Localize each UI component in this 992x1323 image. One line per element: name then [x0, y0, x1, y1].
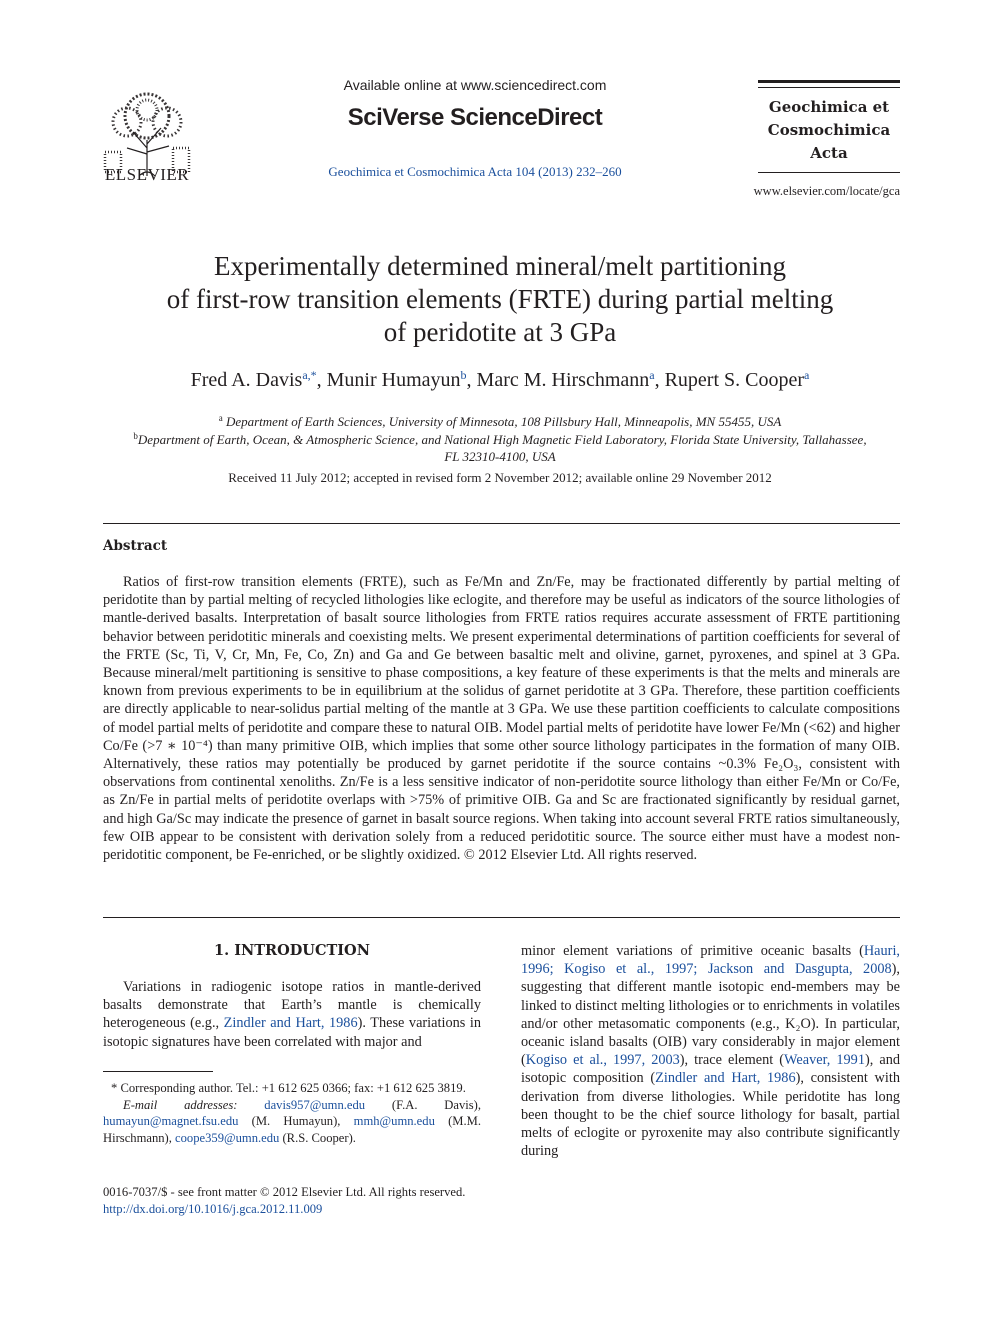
corresponding-author-footnote [103, 1080, 481, 1146]
email-link[interactable]: mmh@umn.edu [353, 1114, 435, 1128]
affiliation-label: a [218, 413, 223, 423]
affiliation-text: Department of Earth, Ocean, & Atmospheric Science, and National High Magnetic Field Laboratory, Florida State University, Tallahassee, [137, 432, 867, 447]
author-list [100, 368, 900, 392]
journal-name-line: Acta [810, 144, 848, 162]
email-link[interactable]: coope359@umn.edu [175, 1130, 280, 1145]
journal-name [752, 96, 906, 165]
article-title [100, 250, 900, 349]
email-addresses: E-mail addresses: davis957@umn.edu (F.A. Davis), humayun@magnet.fsu.edu (M. Humayun), mmh@umn.edu (M.M. Hirschmann), coope359@umn.edu (R.S. Cooper). [103, 1097, 481, 1145]
copyright-notice: © 2012 Elsevier Ltd. All rights reserved. [463, 847, 698, 864]
front-matter [103, 1184, 603, 1218]
email-link[interactable]: humayun@magnet.fsu.edu [103, 1114, 239, 1128]
author: Munir Humayun$^b$, [326, 368, 477, 391]
title-line: Experimentally determined mineral/melt partitioning [213, 251, 787, 281]
author-affiliation-link[interactable]: a [649, 368, 655, 382]
journal-top-thin-rule [758, 87, 900, 88]
corresponding-author: * Corresponding author. Tel.: +1 612 625 0366; fax: +1 612 625 3819. [111, 1081, 466, 1095]
intro-paragraph-right: minor element variations of primitive oceanic basalts (Hauri, 1996; Kogiso et al., 1997; Jackson and Dasgupta, 2008), suggesting that different mantle isotopic end-members may be linked to distinct melting lithologies or to enrichments in volatiles and/or other metasomatic components (e.g., K₂O). In particular, oceanic island basalts (OIB) vary considerably in major element (Kogiso et al., 1997, 2003), trace element (Weaver, 1991), and isotopic composition (Zindler and Hart, 1986), consistent with derivation from diverse lithologies. While peridotite has long been thought to be the chief source lithology for basalt, partial melts of eclogite or pyroxenite may also contribute significantly during [521, 943, 901, 1160]
journal-name-line: Cosmochimica [767, 121, 891, 139]
author: Rupert S. Cooper$^a$ [664, 368, 810, 391]
affiliation-label: b [133, 431, 138, 441]
affiliation-text: FL 32310-4100, USA [444, 449, 556, 464]
journal-name-line: Geochimica et [768, 98, 890, 116]
abstract-bottom-rule [103, 917, 900, 918]
affiliation-a [100, 410, 900, 430]
citation-link[interactable]: Zindler and Hart, 1986 [655, 1070, 796, 1087]
available-online-text: Available online at www.sciencedirect.com [343, 77, 607, 93]
citation-link[interactable]: Kogiso et al., 1997, 2003 [525, 1052, 680, 1069]
affiliation-text: Department of Earth Sciences, University of Minnesota, 108 Pillsbury Hall, Minneapolis, MN 55455, USA [225, 414, 782, 429]
article-dates: Received 11 July 2012; accepted in revised form 2 November 2012; available online 29 November 2012 [228, 470, 772, 485]
abstract-heading: Abstract [103, 538, 168, 554]
journal-url[interactable]: www.elsevier.com/locate/gca [753, 184, 900, 198]
affiliation-b [100, 428, 900, 465]
journal-citation-link[interactable]: Geochimica et Cosmochimica Acta 104 (2013) 232–260 [328, 164, 622, 179]
doi-link[interactable]: http://dx.doi.org/10.1016/j.gca.2012.11.009 [103, 1202, 323, 1216]
citation-link[interactable]: Weaver, 1991 [784, 1052, 865, 1069]
section-heading-introduction: 1. INTRODUCTION [214, 942, 370, 959]
author-affiliation-link[interactable]: b [460, 368, 467, 382]
author: Fred A. Davis$^{a,*}$, [190, 368, 327, 391]
author-affiliation-link[interactable]: a,* [302, 368, 317, 382]
title-line: of peridotite at 3 GPa [383, 317, 617, 347]
journal-bottom-rule [758, 172, 900, 173]
intro-paragraph-left: Variations in radiogenic isotope ratios in mantle-derived basalts demonstrate that Earth’s mantle is chemically heterogeneous (e.g., Zindler and Hart, 1986). These variations in isotopic signatures have been correlated with major and [103, 979, 481, 1050]
issn-copyright: 0016-7037/$ - see front matter © 2012 Elsevier Ltd. All rights reserved. [103, 1185, 466, 1199]
citation-link[interactable]: Hauri, 1996; Kogiso et al., 1997; Jackson and Dasgupta, 2008 [521, 943, 900, 978]
abstract-body [103, 573, 900, 864]
journal-top-rule [758, 80, 900, 83]
title-line: of first-row transition elements (FRTE) during partial melting [166, 284, 834, 314]
footnote-rule [103, 1071, 213, 1072]
author: Marc M. Hirschmann$^a$, [476, 368, 665, 391]
email-link[interactable]: davis957@umn.edu [264, 1097, 366, 1112]
sciverse-sciencedirect-logo[interactable]: SciVerse ScienceDirect [347, 104, 603, 131]
citation-link[interactable]: Zindler and Hart, 1986 [223, 1015, 358, 1032]
author-affiliation-link[interactable]: a [804, 368, 810, 382]
publisher-name: ELSEVIER [104, 165, 190, 184]
abstract-text: Ratios of first-row transition elements (FRTE), such as Fe/Mn and Zn/Fe, may be fractionated differently by partial melting of peridotite than by partial melting of recycled lithologies like eclogite, and therefore may be useful as indicators of the source lithologies of mantle-derived basalts. Interpretation of basalt source lithologies from FRTE ratios requires accurate assessment of FRTE partitioning behavior between peridotitic minerals and coexisting melts. We present experimental determinations of partition coefficients for several of the FRTE (Sc, Ti, V, Cr, Mn, Fe, Co, Zn) and Ga and Ge between basaltic melt and olivine, garnet, pyroxenes, and spinel at 3 GPa. Because mineral/melt partitioning is sensitive to phase compositions, a key feature of these experiments is that the melts and minerals are known from previous experiments to be in equilibrium at the solidus of garnet peridotite at 3 GPa. Therefore, these partition coefficients are directly applicable to near-solidus partial melting of the mantle at 3 GPa. We use these partition coefficients to calculate compositions of model partial melts of peridotite and compare these to natural OIB. Model partial melts of peridotite have lower Fe/Mn (<62) and higher Co/Fe (>7 ∗ 10⁻⁴) than many primitive OIB, which implies that some other source lithology participates in the formation of many OIB. Alternatively, these ratios may potentially be produced by garnet peridotite if the source contains ~0.3% Fe₂O₃, consistent with observations from continental xenoliths. Zn/Fe is a less sensitive indicator of non-peridotite source lithology than either Fe/Mn or Co/Fe, as Zn/Fe in partial melts of peridotite overlaps with >75% of primitive OIB. Ga and Sc are fractionated significantly by residual garnet, and high Ga/Sc may indicate the presence of garnet in basalt source regions. When taking into account several FRTE ratios simultaneously, few OIB appear to be consistent with derivation solely from a reduced peridotitic source. The source either must have a modest non-peridotitic component, be Fe-enriched, or be slightly oxidized. [103, 574, 900, 864]
abstract-top-rule [103, 523, 900, 524]
